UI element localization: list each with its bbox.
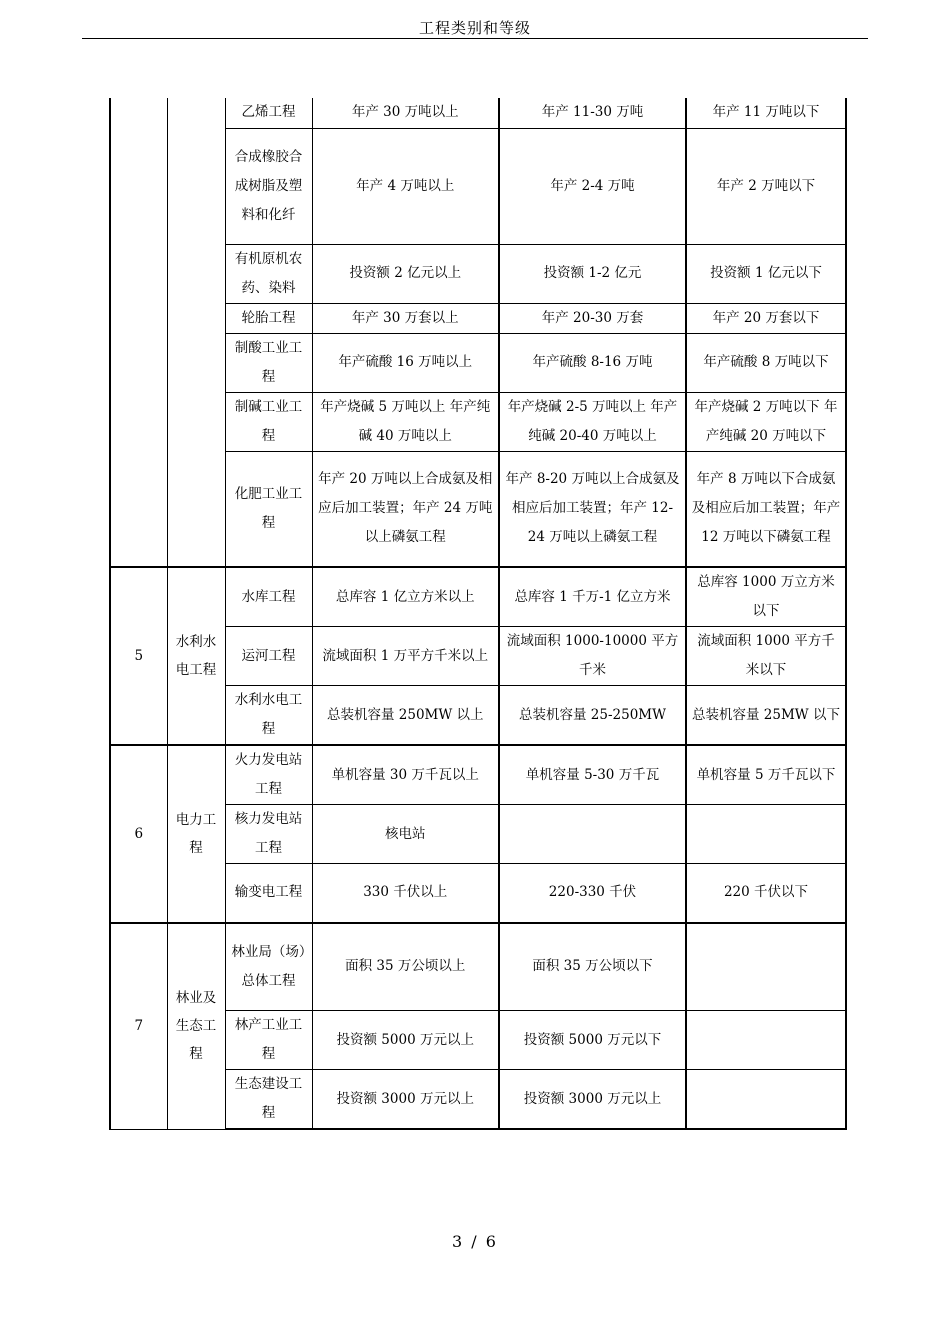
table-row bbox=[110, 567, 846, 627]
grade-c-cell: 流域面积 1000 平方千米以下 bbox=[686, 627, 846, 686]
grade-a-cell: 年产 30 万套以上 bbox=[312, 303, 499, 333]
grade-b-cell: 年产硫酸 8-16 万吨 bbox=[499, 333, 686, 392]
sub-project-cell: 制碱工业工程 bbox=[225, 392, 312, 451]
grade-c-cell: 220 千伏以下 bbox=[686, 864, 846, 923]
grade-b-cell: 投资额 1-2 亿元 bbox=[499, 244, 686, 303]
grade-c-cell bbox=[686, 1011, 846, 1070]
engineering-grade-table bbox=[109, 98, 847, 1130]
grade-c-cell: 年产 2 万吨以下 bbox=[686, 128, 846, 244]
sub-project-cell: 制酸工业工程 bbox=[225, 333, 312, 392]
sub-project-cell: 运河工程 bbox=[225, 627, 312, 686]
grade-b-cell: 年产 11-30 万吨 bbox=[499, 98, 686, 128]
grade-b-cell: 总装机容量 25-250MW bbox=[499, 686, 686, 746]
grade-b-cell: 面积 35 万公顷以下 bbox=[499, 923, 686, 1011]
group-category-cell: 电力工程 bbox=[167, 745, 225, 923]
sub-project-cell: 水利水电工程 bbox=[225, 686, 312, 746]
sub-project-cell: 林业局（场）总体工程 bbox=[225, 923, 312, 1011]
group-number-cell: 6 bbox=[110, 745, 167, 923]
grade-a-cell: 年产 20 万吨以上合成氨及相应后加工装置；年产 24 万吨以上磷氨工程 bbox=[312, 451, 499, 567]
group-number-cell: 5 bbox=[110, 567, 167, 745]
grade-b-cell: 投资额 3000 万元以上 bbox=[499, 1070, 686, 1130]
sub-project-cell: 轮胎工程 bbox=[225, 303, 312, 333]
sub-project-cell: 化肥工业工程 bbox=[225, 451, 312, 567]
sub-project-cell: 输变电工程 bbox=[225, 864, 312, 923]
grade-a-cell: 流域面积 1 万平方千米以上 bbox=[312, 627, 499, 686]
sub-project-cell: 林产工业工程 bbox=[225, 1011, 312, 1070]
grade-b-cell: 年产 2-4 万吨 bbox=[499, 128, 686, 244]
group-number-cell bbox=[110, 98, 167, 567]
grade-c-cell bbox=[686, 805, 846, 864]
sub-project-cell: 水库工程 bbox=[225, 567, 312, 627]
sub-project-cell: 合成橡胶合成树脂及塑料和化纤 bbox=[225, 128, 312, 244]
grade-c-cell: 单机容量 5 万千瓦以下 bbox=[686, 745, 846, 805]
sub-project-cell: 火力发电站工程 bbox=[225, 745, 312, 805]
group-number-cell: 7 bbox=[110, 923, 167, 1130]
grade-b-cell: 年产 8-20 万吨以上合成氨及相应后加工装置；年产 12-24 万吨以上磷氨工程 bbox=[499, 451, 686, 567]
group-category-cell: 林业及生态工程 bbox=[167, 923, 225, 1130]
table-row bbox=[110, 923, 846, 1011]
page-header-title: 工程类别和等级 bbox=[418, 19, 531, 37]
grade-b-cell: 单机容量 5-30 万千瓦 bbox=[499, 745, 686, 805]
grade-a-cell: 总装机容量 250MW 以上 bbox=[312, 686, 499, 746]
group-category-cell bbox=[167, 98, 225, 567]
grade-b-cell: 年产 20-30 万套 bbox=[499, 303, 686, 333]
grade-a-cell: 投资额 3000 万元以上 bbox=[312, 1070, 499, 1130]
grade-a-cell: 年产硫酸 16 万吨以上 bbox=[312, 333, 499, 392]
header-rule bbox=[82, 38, 868, 39]
grade-c-cell: 年产 11 万吨以下 bbox=[686, 98, 846, 128]
grade-a-cell: 核电站 bbox=[312, 805, 499, 864]
grade-b-cell: 投资额 5000 万元以下 bbox=[499, 1011, 686, 1070]
grade-a-cell: 总库容 1 亿立方米以上 bbox=[312, 567, 499, 627]
grade-a-cell: 年产烧碱 5 万吨以上 年产纯碱 40 万吨以上 bbox=[312, 392, 499, 451]
grade-c-cell: 年产 8 万吨以下合成氨及相应后加工装置；年产 12 万吨以下磷氨工程 bbox=[686, 451, 846, 567]
grade-a-cell: 单机容量 30 万千瓦以上 bbox=[312, 745, 499, 805]
grade-c-cell: 年产硫酸 8 万吨以下 bbox=[686, 333, 846, 392]
grade-c-cell: 总装机容量 25MW 以下 bbox=[686, 686, 846, 746]
grade-b-cell: 总库容 1 千万-1 亿立方米 bbox=[499, 567, 686, 627]
grade-b-cell: 流域面积 1000-10000 平方千米 bbox=[499, 627, 686, 686]
grade-b-cell bbox=[499, 805, 686, 864]
grade-c-cell: 年产 20 万套以下 bbox=[686, 303, 846, 333]
table-row bbox=[110, 745, 846, 805]
grade-a-cell: 投资额 2 亿元以上 bbox=[312, 244, 499, 303]
grade-c-cell: 投资额 1 亿元以下 bbox=[686, 244, 846, 303]
grade-c-cell bbox=[686, 923, 846, 1011]
sub-project-cell: 核力发电站工程 bbox=[225, 805, 312, 864]
grade-c-cell bbox=[686, 1070, 846, 1130]
grade-a-cell: 年产 4 万吨以上 bbox=[312, 128, 499, 244]
group-category-cell: 水利水电工程 bbox=[167, 567, 225, 745]
sub-project-cell: 有机原机农药、染料 bbox=[225, 244, 312, 303]
grade-a-cell: 投资额 5000 万元以上 bbox=[312, 1011, 499, 1070]
grade-b-cell: 年产烧碱 2-5 万吨以上 年产纯碱 20-40 万吨以上 bbox=[499, 392, 686, 451]
grade-a-cell: 330 千伏以上 bbox=[312, 864, 499, 923]
grade-a-cell: 年产 30 万吨以上 bbox=[312, 98, 499, 128]
sub-project-cell: 乙烯工程 bbox=[225, 98, 312, 128]
grade-c-cell: 总库容 1000 万立方米以下 bbox=[686, 567, 846, 627]
page-number: 3 / 6 bbox=[452, 1232, 498, 1251]
table-row bbox=[110, 98, 846, 128]
grade-b-cell: 220-330 千伏 bbox=[499, 864, 686, 923]
sub-project-cell: 生态建设工程 bbox=[225, 1070, 312, 1130]
grade-a-cell: 面积 35 万公顷以上 bbox=[312, 923, 499, 1011]
grade-c-cell: 年产烧碱 2 万吨以下 年产纯碱 20 万吨以下 bbox=[686, 392, 846, 451]
